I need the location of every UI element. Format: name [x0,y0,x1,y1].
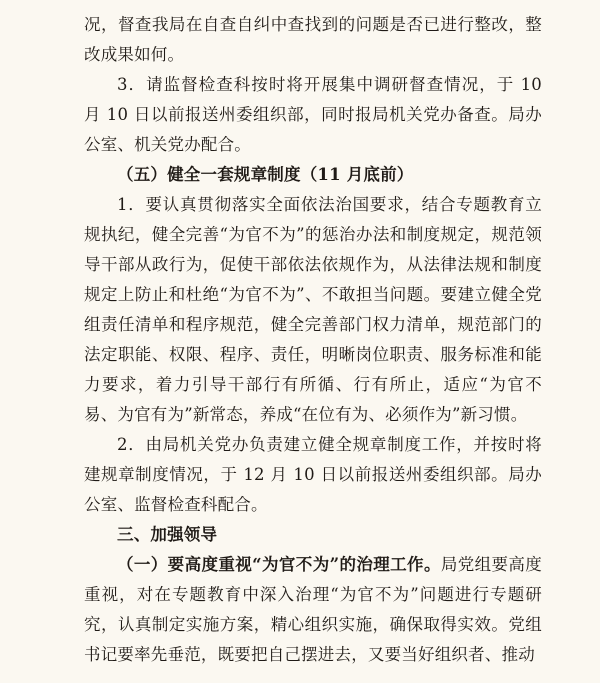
paragraph-item-3: 3．请监督检查科按时将开展集中调研督查情况，于 10 月 10 日以前报送州委组织部，同时报局机关党办备查。局办公室、机关党办配合。 [84,75,542,154]
paragraph-item-1: 1．要认真贯彻落实全面依法治国要求，结合专题教育立规执纪，健全完善“为官不为”的惩治办法和制度规定，规范领导干部从政行为，促使干部依法依规作为，从法律法规和制度规定上防止和杜绝“为官不为”、不敢担当问题。要建立健全党组责任清单和程序规范，健全完善部门权力清单，规范部门的法定职能、权限、程序、责任，明晰岗位职责、服务标准和能力要求，着力引导干部行有所循、行有所止，适应“为官不易、为官有为”新常态，养成“在位有为、必须作为”新习惯。 [84,195,542,424]
section-heading-three: 三、加强领导 [117,525,218,544]
paragraph-continuation: 况，督查我局在自查自纠中查找到的问题是否已进行整改，整改成果如何。 [84,15,542,64]
subsection-one-body: 局党组要高度重视，对在专题教育中深入治理“为官不为”问题进行专题研究，认真制定实施方案，精心组织实施，确保取得实效。党组书记要率先垂范，既要把自己摆进去，又要当好组织者、推动 [84,555,543,664]
subheading-five: （五）健全一套规章制度（11 月底前） [117,165,414,184]
paragraph-item-2: 2．由局机关党办负责建立健全规章制度工作，并按时将建规章制度情况，于 12 月 10 日以前报送州委组织部。局办公室、监督检查科配合。 [84,435,542,514]
subsection-one-lead: （一）要高度重视“为官不为”的治理工作。 [117,555,441,574]
paragraph-subsection-one [84,550,542,670]
